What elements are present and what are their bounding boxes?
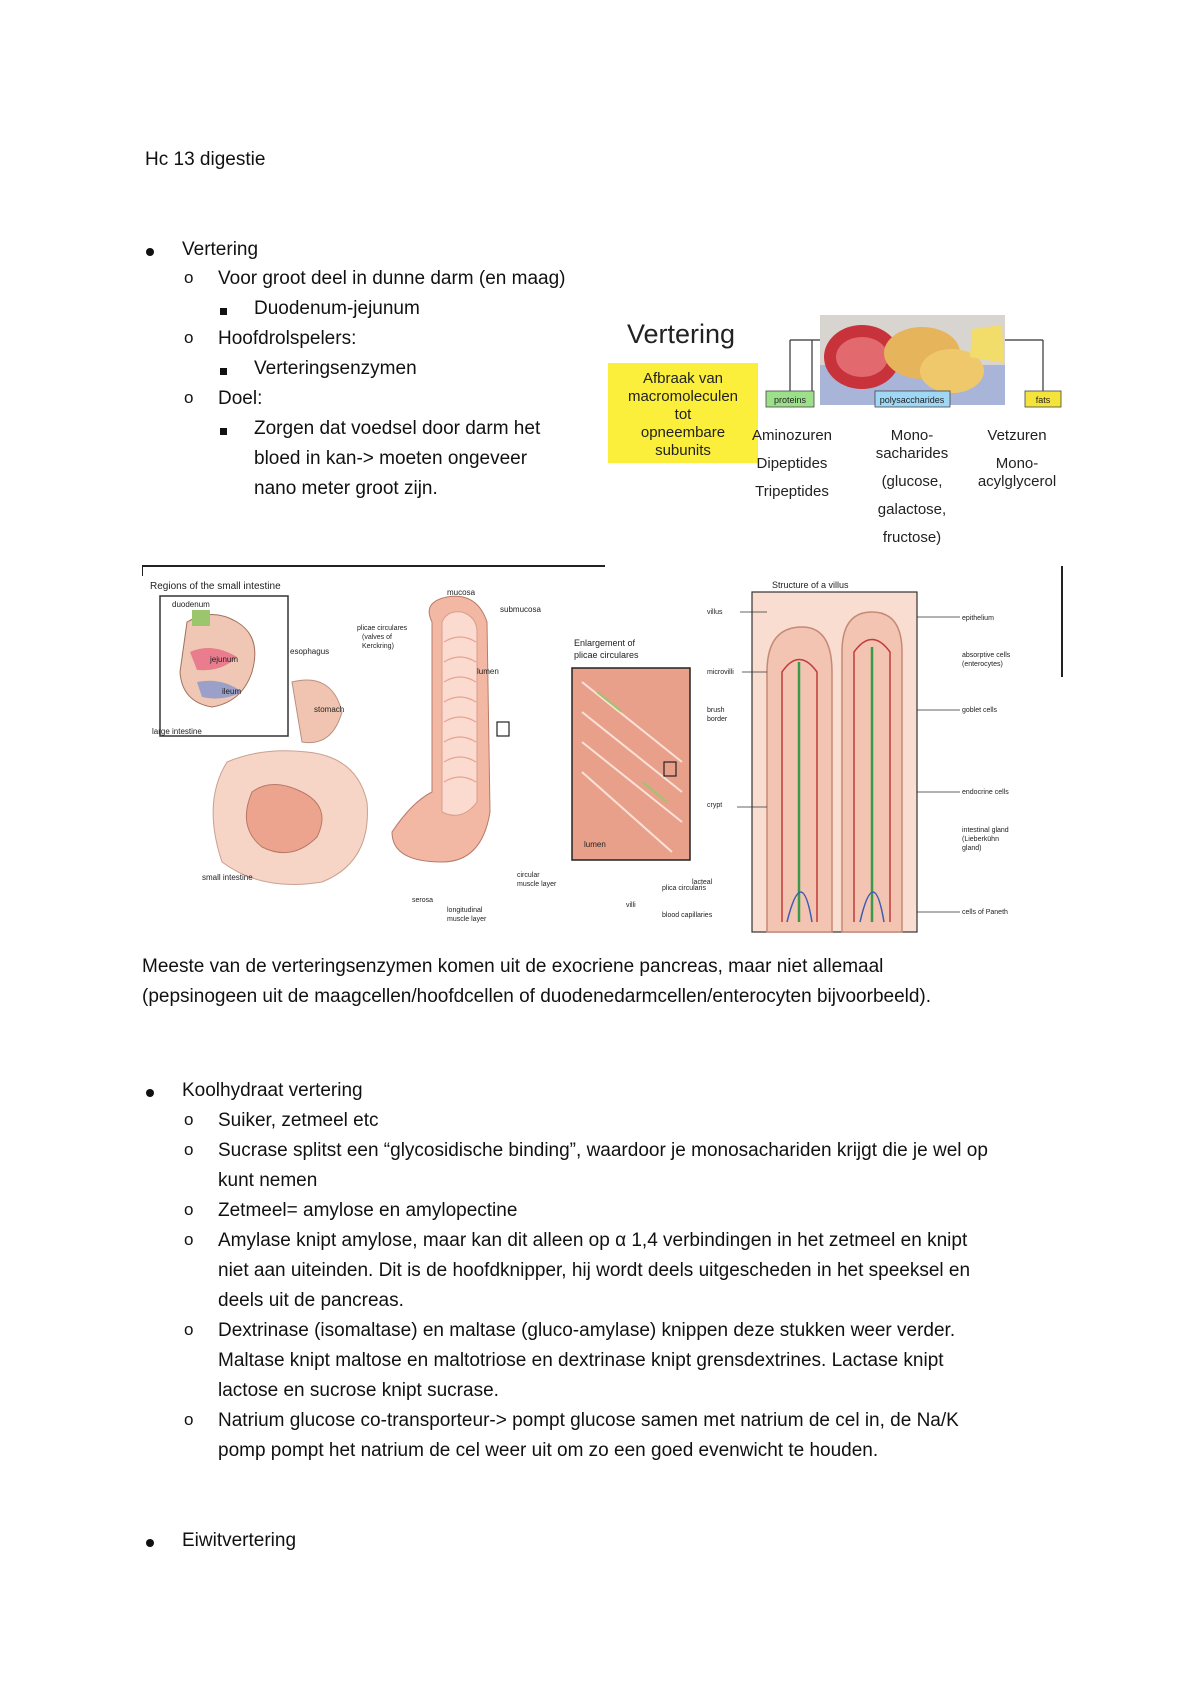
- label-plicae: (valves of: [362, 634, 392, 641]
- label-jejunum: jejunum: [210, 655, 239, 664]
- list-item: Suiker, zetmeel etc: [218, 1110, 379, 1131]
- list-item: Natrium glucose co-transporteur-> pompt glucose samen met natrium de cel in, de Na/K: [218, 1410, 959, 1431]
- vertering-diagram: [600, 305, 1080, 575]
- list-item: Zetmeel= amylose en amylopectine: [218, 1200, 518, 1221]
- bullet-o: o: [184, 268, 194, 287]
- label-enlargement: plicae circulares: [574, 650, 639, 660]
- product-label: acylglycerol: [977, 473, 1057, 490]
- structure-title: Structure of a villus: [772, 580, 849, 590]
- page-title: Hc 13 digestie: [145, 149, 266, 170]
- label-blood-capillaries: blood capillaries: [662, 912, 713, 919]
- label-stomach: stomach: [314, 705, 345, 714]
- label-microvilli: microvilli: [707, 669, 734, 676]
- list-item: Doel:: [218, 388, 263, 409]
- paragraph-line: (pepsinogeen uit de maagcellen/hoofdcellen of duodenedarmcellen/enterocyten bijvoorbeeld).: [142, 986, 932, 1007]
- product-label: Vetzuren: [987, 427, 1047, 444]
- label-longitudinal: longitudinal: [447, 907, 483, 914]
- label-plica-circularis: plica circularis: [662, 885, 706, 892]
- label-epithelium: epithelium: [962, 615, 994, 622]
- bullet-o: o: [184, 1110, 194, 1129]
- label-mucosa: mucosa: [447, 588, 476, 597]
- label-plicae: plicae circulares: [357, 625, 408, 632]
- label-paneth: cells of Paneth: [962, 909, 1008, 916]
- list-item: Hoofdrolspelers:: [218, 328, 357, 349]
- label-brush-border: brush: [707, 707, 725, 714]
- list-item-continuation: deels uit de pancreas.: [218, 1290, 404, 1311]
- section-heading-koolhydraat: Koolhydraat vertering: [182, 1080, 363, 1101]
- list-item: Verteringsenzymen: [254, 358, 417, 379]
- small-intestine-figure: [142, 562, 1067, 947]
- box-text: macromoleculen: [627, 388, 739, 405]
- label-circular: circular: [517, 872, 540, 879]
- product-label: Dipeptides: [756, 455, 828, 472]
- bullet-o: o: [184, 388, 194, 407]
- list-item: Zorgen dat voedsel door darm het: [254, 418, 541, 439]
- bullet-square: [220, 308, 227, 315]
- label-lumen-enlargement: lumen: [584, 840, 606, 849]
- list-item: Duodenum-jejunum: [254, 298, 420, 319]
- label-ileum: ileum: [222, 687, 242, 696]
- list-item: Sucrase splitst een “glycosidische binding”, waardoor je monosachariden krijgt die je wel op: [218, 1140, 988, 1161]
- list-item-continuation: Maltase knipt maltose en maltotriose en dextrinase knipt grensdextrines. Lactase knipt: [218, 1350, 944, 1371]
- list-item-continuation: lactose en sucrose knipt sucrase.: [218, 1380, 499, 1401]
- bullet-dot: [146, 1089, 154, 1097]
- product-label: Mono-: [890, 427, 934, 444]
- product-label: Aminozuren: [751, 427, 833, 444]
- box-text: tot: [674, 406, 692, 423]
- product-label: Mono-: [995, 455, 1039, 472]
- section-heading-vertering: Vertering: [182, 239, 259, 260]
- label-small-intestine: small intestine: [202, 873, 253, 882]
- label-absorptive: absorptive cells: [962, 652, 1011, 659]
- bullet-dot: [146, 248, 154, 256]
- list-item-continuation: kunt nemen: [218, 1170, 318, 1191]
- label-absorptive: (enterocytes): [962, 661, 1003, 668]
- fig1-title: Vertering: [627, 319, 736, 349]
- enlargement-panel: [572, 668, 690, 860]
- bullet-dot: [146, 1539, 154, 1547]
- regions-title: Regions of the small intestine: [150, 581, 281, 592]
- box-text: opneembare: [640, 424, 726, 441]
- section-heading-eiwitvertering: Eiwitvertering: [182, 1530, 297, 1551]
- box-text: subunits: [655, 442, 711, 459]
- label-lumen: lumen: [477, 667, 499, 676]
- polysaccharides-tag-label: polysaccharides: [879, 395, 945, 405]
- bullet-o: o: [184, 1320, 194, 1339]
- label-longitudinal: muscle layer: [447, 916, 487, 923]
- list-item-continuation: niet aan uiteinden. Dit is de hoofdknipper, hij wordt deels uitgescheden in het speeksel en: [218, 1260, 971, 1281]
- product-label: (glucose,: [881, 473, 943, 490]
- bullet-o: o: [184, 1200, 194, 1219]
- label-intestinal-gland: gland): [962, 845, 982, 852]
- proteins-tag-label: proteins: [773, 395, 807, 405]
- label-lacteal: lacteal: [692, 879, 713, 886]
- list-item: Amylase knipt amylose, maar kan dit alleen op α 1,4 verbindingen in het zetmeel en knipt: [218, 1230, 968, 1251]
- bullet-o: o: [184, 328, 194, 347]
- list-item-continuation: nano meter groot zijn.: [254, 478, 438, 499]
- bullet-o: o: [184, 1140, 194, 1159]
- label-submucosa: submucosa: [500, 605, 541, 614]
- label-esophagus: esophagus: [290, 647, 330, 656]
- product-label: sacharides: [875, 445, 949, 462]
- paragraph-line: Meeste van de verteringsenzymen komen uit de exocriene pancreas, maar niet allemaal: [142, 956, 884, 977]
- fats-tag-label: fats: [1035, 395, 1051, 405]
- product-label: Tripeptides: [755, 483, 829, 500]
- label-circular: muscle layer: [517, 881, 557, 888]
- label-villus: villus: [707, 609, 723, 616]
- product-label: galactose,: [877, 501, 947, 518]
- list-item: Dextrinase (isomaltase) en maltase (gluco-amylase) knippen deze stukken weer verder.: [218, 1320, 956, 1341]
- label-villi: villi: [626, 902, 636, 909]
- label-serosa: serosa: [412, 897, 434, 904]
- box-text: Afbraak van: [642, 370, 724, 387]
- label-intestinal-gland: intestinal gland: [962, 827, 1009, 834]
- label-brush-border: border: [707, 716, 728, 723]
- bullet-square: [220, 428, 227, 435]
- label-crypt: crypt: [707, 802, 723, 809]
- product-label: fructose): [882, 529, 942, 546]
- bullet-o: o: [184, 1230, 194, 1249]
- label-enlargement: Enlargement of: [574, 638, 636, 648]
- label-goblet: goblet cells: [962, 707, 998, 714]
- label-endocrine: endocrine cells: [962, 789, 1009, 796]
- label-duodenum: duodenum: [172, 600, 210, 609]
- label-plicae: Kerckring): [362, 643, 394, 650]
- list-item-continuation: pomp pompt het natrium de cel weer uit om zo een goed evenwicht te houden.: [218, 1440, 879, 1461]
- list-item-continuation: bloed in kan-> moeten ongeveer: [254, 448, 528, 469]
- bullet-square: [220, 368, 227, 375]
- label-intestinal-gland: (Lieberkühn: [962, 836, 999, 843]
- label-large-intestine: large intestine: [152, 727, 202, 736]
- list-item: Voor groot deel in dunne darm (en maag): [218, 268, 566, 289]
- bullet-o: o: [184, 1410, 194, 1429]
